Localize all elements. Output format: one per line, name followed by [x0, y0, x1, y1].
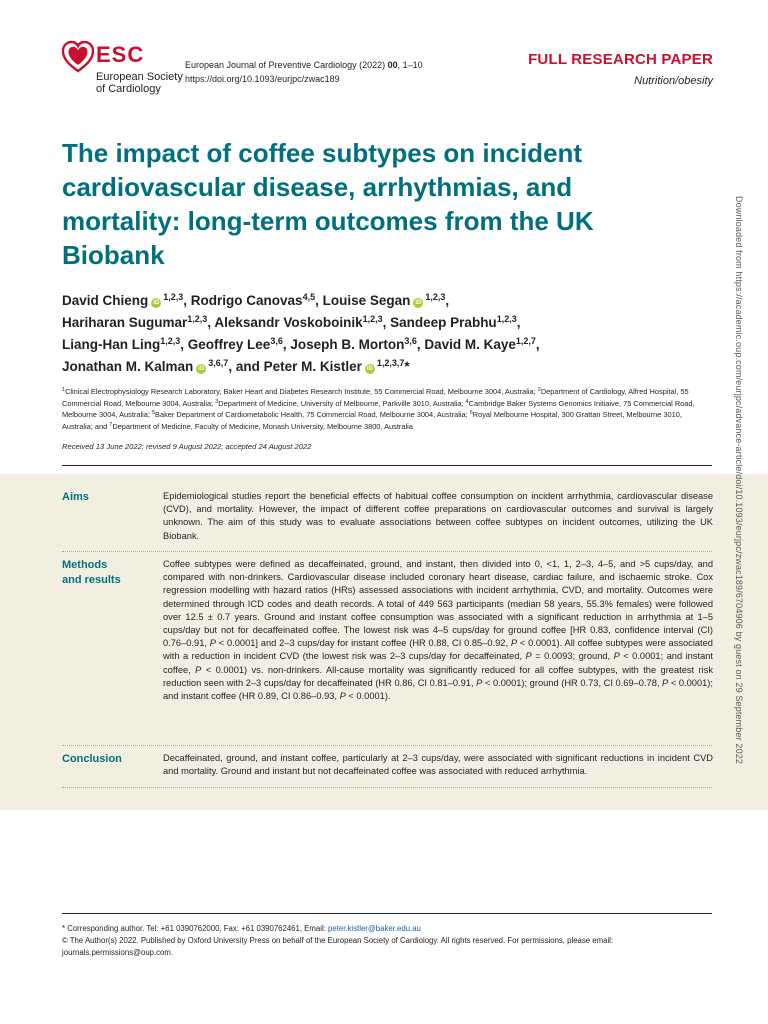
download-notice: Downloaded from https://academic.oup.com/eurjpc/advance-article/doi/10.1093/eurjpc/zwac189/6704906 by guest on 29 September 2022	[734, 196, 744, 765]
esc-heart-icon	[62, 40, 94, 74]
methods-text: Coffee subtypes were defined as decaffeinated, ground, and instant, then divided into 0, <1, 1, 2–3, 4–5, and >5 cups/day, and compared with non-drinkers. Cardiovascular disease included coronary heart disease, cardiac failure, and ischaemic stroke. Cox regression modelling with hazard ratios (HRs) assessed associations with incident arrhythmia, CVD, and mortality. Outcomes were determined through ICD codes and death records. A total of 449 563 participants (median 58 years, 55.3% females) were followed over 12.5 ± 0.7 years. Ground and instant coffee consumption was associated with a significant reduction in arrhythmia at 1–5 cups/day but not for decaffeinated coffee. The lowest risk was 4–5 cups/day for ground coffee [HR 0.83, confidence interval (CI) 0.76–0.91, P < 0.0001] and 2–3 cups/day for instant coffee (HR 0.88, CI 0.85–0.92, P < 0.0001). All coffee subtypes were associated with a reduction in incident CVD (the lowest risk was 2–3 cups/day for decaffeinated, P = 0.0093; ground, P < 0.0001; and instant coffee, P < 0.0001) vs. non-drinkers. All-cause mortality was significantly reduced for all coffee subtypes, with the greatest risk reduction seen with 2–3 cups/day for decaffeinated (HR 0.86, CI 0.81–0.91, P < 0.0001); ground (HR 0.73, CI 0.69–0.78, P < 0.0001); and instant coffee (HR 0.89, CI 0.86–0.93, P < 0.0001).	[163, 559, 714, 702]
paper-type-block	[528, 51, 713, 87]
abstract-aims	[62, 490, 712, 556]
abstract-methods	[62, 558, 712, 748]
abstract-separator	[62, 551, 712, 552]
email-link[interactable]: peter.kistler@baker.edu.au	[328, 924, 421, 933]
abstract-panel	[0, 474, 768, 810]
footnotes	[62, 923, 712, 959]
paper-title: The impact of coffee subtypes on incident cardiovascular disease, arrhythmias, and mortality: long-term outcomes from the UK Biobank	[62, 138, 594, 270]
orcid-icon[interactable]: iD	[198, 366, 205, 372]
orcid-icon[interactable]: iD	[153, 300, 160, 306]
conclusion-text: Decaffeinated, ground, and instant coffee, particularly at 2–3 cups/day, were associated with significant reductions in incident CVD and mortality. Ground and instant but not decaffeinated coffee was associated with reduced arrhythmia.	[163, 753, 713, 777]
journal-info	[185, 58, 423, 86]
received-dates: Received 13 June 2022; revised 9 August 2022; accepted 24 August 2022	[62, 442, 312, 451]
doi-link[interactable]: https://doi.org/10.1093/eurjpc/zwac189	[185, 74, 340, 84]
orcid-icon[interactable]: iD	[366, 366, 373, 372]
abstract-conclusion	[62, 752, 712, 786]
aims-label: Aims	[62, 491, 89, 503]
orcid-icon[interactable]: iD	[415, 300, 422, 306]
esc-logo-text: ESC	[96, 42, 145, 67]
journal-citation: European Journal of Preventive Cardiology (2022) 00, 1–10	[185, 60, 423, 70]
divider	[62, 465, 712, 466]
author-line-3: Liang-Han Ling$^{1,2,3}$, Geoffrey Lee$^{3,6}$, Joseph B. Morton$^{3,6}$, David M. Kaye$^{1,2,7}$,	[62, 336, 540, 352]
abstract-separator	[62, 745, 712, 746]
author-list	[62, 290, 702, 378]
author-line-2: Hariharan Sugumar$^{1,2,3}$, Aleksandr Voskoboinik$^{1,2,3}$, Sandeep Prabhu$^{1,2,3}$,	[62, 314, 521, 330]
footnote-divider	[62, 913, 712, 914]
paper-type: FULL RESEARCH PAPER	[528, 51, 713, 68]
abstract-separator	[62, 787, 712, 788]
affiliations: $^1$Clinical Electrophysiology Research Laboratory, Baker Heart and Diabetes Research Institute, 55 Commercial Road, Melbourne 3004, Australia; $^2$Department of Cardiology, Alfred Hospital, 55 Commercial Road, Melbourne 3004, Australia; $^3$Department of Medicine, University of Melbourne, Parkville 3010, Australia; $^4$Cambridge Baker Systems Genomics Initiaive, 75 Commercial Road, Melbourne 3004, Australia; $^5$Baker Department of Cardiometabolic Health, 75 Commercial Road, Melbourne 3004, Australia; $^6$Royal Melbourne Hospital, 300 Grattan Street, Melbourne 3010, Australia; and $^7$Department of Medicine, Faculty of Medicine, Monash University, Melbourne 3800, Australia	[62, 387, 695, 431]
author-line-4: Jonathan M. Kalman iD$^{3,6,7}$, and Peter M. Kistler iD$^{1,2,3,7}$*	[62, 358, 410, 374]
esc-logo	[62, 40, 192, 100]
corresponding-author: * Corresponding author. Tel: +61 0390762000, Fax: +61 0390762461, Email: peter.kistler@baker.edu.au	[62, 924, 421, 933]
aims-text: Epidemiological studies report the beneficial effects of habitual coffee consumption on incident arrhythmia, cardiovascular disease (CVD), and mortality. However, the impact of different coffee preparations on cardiovascular outcomes and survival is largely unknown. The aim of this study was to evaluate associations between coffee subtypes on incident outcomes, utilizing the UK Biobank.	[163, 491, 713, 541]
esc-society-name: European Society of Cardiology	[96, 71, 183, 95]
copyright-notice: © The Author(s) 2022. Published by Oxford University Press on behalf of the European Society of Cardiology. All rights reserved. For permissions, please email: journals.permissions@oup.com.	[62, 936, 614, 957]
conclusion-label: Conclusion	[62, 753, 122, 765]
paper-topic: Nutrition/obesity	[634, 75, 713, 87]
author-line-1: David Chieng iD$^{1,2,3}$, Rodrigo Canovas$^{4,5}$, Louise Segan iD$^{1,2,3}$,	[62, 292, 450, 308]
methods-label: Methods and results	[62, 559, 121, 586]
